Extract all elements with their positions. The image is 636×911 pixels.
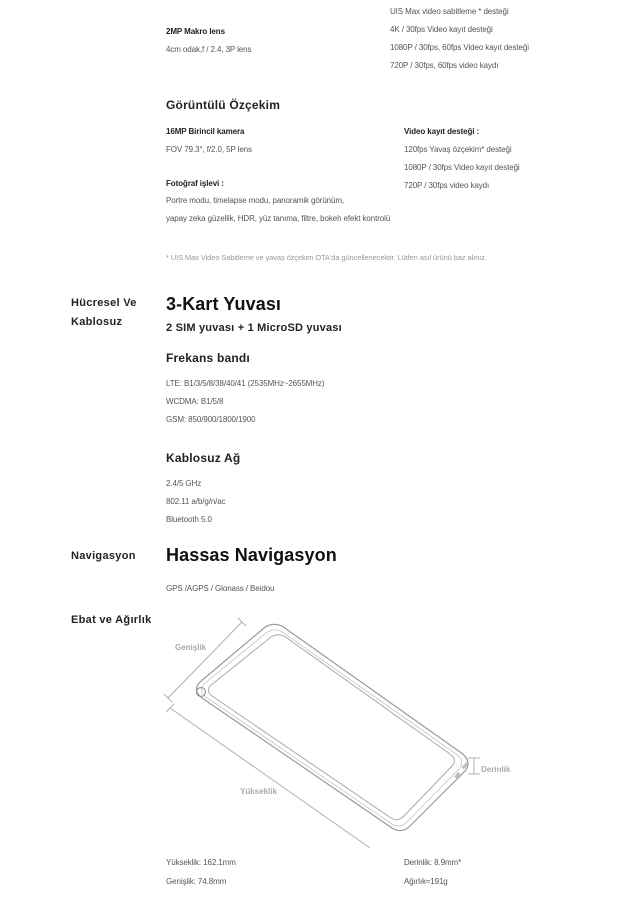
selfie-video-title: Video kayıt desteği : — [404, 127, 480, 136]
category-cellular-line: Kablosuz — [71, 316, 123, 328]
selfie-heading: Görüntülü Özçekim — [166, 98, 281, 112]
rear-video-item: 4K / 30fps Video kayıt desteği — [390, 25, 493, 34]
macro-lens-title: 2MP Makro lens — [166, 27, 225, 36]
spec-height: Yükseklik: 162.1mm — [166, 858, 236, 867]
band-item: WCDMA: B1/5/8 — [166, 397, 224, 406]
band-item: GSM: 850/900/1800/1900 — [166, 415, 256, 424]
diagram-label-width: Genişlik — [175, 643, 207, 652]
front-camera-icon — [197, 688, 206, 697]
photo-function-line: yapay zeka güzellik, HDR, yüz tanıma, filtre, bokeh efekt kontrolü — [166, 214, 391, 223]
wireless-item: Bluetooth 5.0 — [166, 515, 212, 524]
diagram-label-depth: Derinlik — [481, 765, 511, 774]
diagram-label-height: Yükseklik — [240, 787, 277, 796]
macro-lens-spec: 4cm odak,f / 2.4, 3P lens — [166, 45, 252, 54]
wireless-item: 802.11 a/b/g/n/ac — [166, 497, 226, 506]
rear-video-item: 720P / 30fps, 60fps video kaydı — [390, 61, 499, 70]
rear-video-item: 1080P / 30fps, 60fps Video kayıt desteği — [390, 43, 529, 52]
band-item: LTE: B1/3/5/8/38/40/41 (2535MHz~2655MHz) — [166, 379, 325, 388]
wireless-item: 2.4/5 GHz — [166, 479, 202, 488]
category-cellular-line: Hücresel Ve — [71, 297, 137, 309]
phone-dimension-diagram — [160, 612, 520, 850]
wireless-title: Kablosuz Ağ — [166, 451, 241, 465]
height-dimension-line — [170, 708, 370, 848]
spec-width: Genişlik: 74.8mm — [166, 877, 227, 886]
selfie-video-item: 1080P / 30fps Video kayıt desteği — [404, 163, 520, 172]
category-cellular — [71, 294, 137, 332]
footnote: * UIS Max Video Sabitleme ve yavaş özçekim OTA'da güncellenecektir. Lütfen asıl ürünü baz alınız. — [166, 253, 487, 262]
navigation-spec: GPS /AGPS / Glonass / Beidou — [166, 584, 275, 593]
phone-outline — [196, 624, 468, 830]
width-dimension-line — [168, 622, 242, 698]
sim-subheading: 2 SIM yuvası + 1 MicroSD yuvası — [166, 322, 342, 334]
rear-video-item: UIS Max video sabitleme * desteği — [390, 7, 509, 16]
selfie-primary-spec: FOV 79.3°, f/2.0, 5P lens — [166, 145, 252, 154]
selfie-video-item: 720P / 30fps video kaydı — [404, 181, 490, 190]
photo-function-line: Portre modu, timelapse modu, panoramik görünüm, — [166, 196, 345, 205]
band-title: Frekans bandı — [166, 351, 250, 365]
spec-depth: Derinlik: 8.9mm* — [404, 858, 462, 867]
sim-heading: 3-Kart Yuvası — [166, 294, 282, 314]
category-navigation: Navigasyon — [71, 550, 136, 562]
navigation-heading: Hassas Navigasyon — [166, 545, 337, 565]
selfie-video-item: 120fps Yavaş özçekim* desteği — [404, 145, 512, 154]
selfie-primary-title: 16MP Birincil kamera — [166, 127, 245, 136]
photo-function-title: Fotoğraf işlevi : — [166, 179, 224, 188]
spec-weight: Ağırlık≈191g — [404, 877, 448, 886]
category-dimensions: Ebat ve Ağırlık — [71, 614, 152, 626]
